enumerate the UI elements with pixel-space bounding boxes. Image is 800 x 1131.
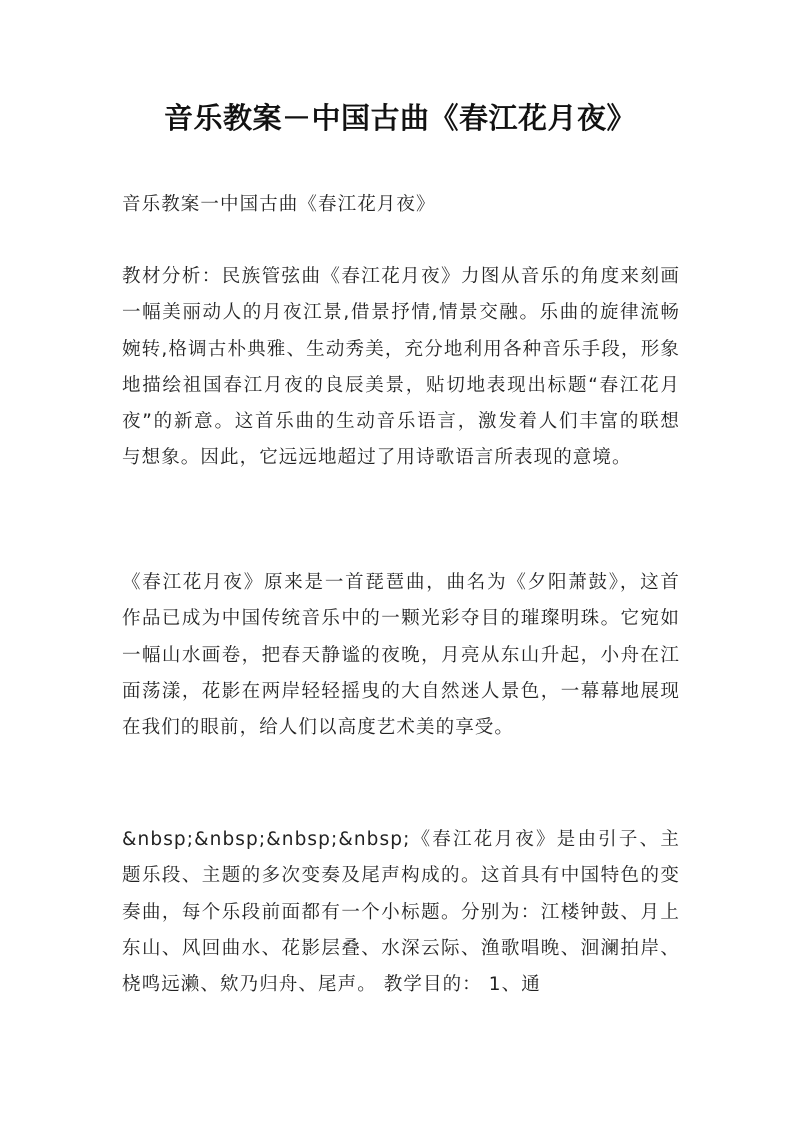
document-subtitle: 音乐教案一中国古曲《春江花月夜》 bbox=[122, 194, 436, 215]
paragraph-pipa-origin: 《春江花月夜》原来是一首琵琶曲，曲名为《夕阳萧鼓》，这首作品已成为中国传统音乐中的一颗光彩夺目的璀璨明珠。它宛如一幅山水画卷，把春天静谧的夜晚，月亮从东山升起，小舟在江面荡漾，花影在两岸轻轻摇曳的大自然迷人景色，一幕幕地展现在我们的眼前，给人们以高度艺术美的享受。 bbox=[122, 572, 680, 739]
paragraph-teaching-analysis: 教材分析：民族管弦曲《春江花月夜》力图从音乐的角度来刻画一幅美丽动人的月夜江景,借景抒情,情景交融。乐曲的旋律流畅婉转,格调古朴典雅、生动秀美，充分地利用各种音乐手段，形象地描绘祖国春江月夜的良辰美景，贴切地表现出标题“春江花月夜”的新意。这首乐曲的生动音乐语言，激发着人们丰富的联想与想象。因此，它远远地超过了用诗歌语言所表现的意境。 bbox=[122, 266, 680, 469]
paragraph-structure: &nbsp;&nbsp;&nbsp;&nbsp;《春江花月夜》是由引子、主题乐段、主题的多次变奏及尾声构成的。这首具有中国特色的变奏曲，每个乐段前面都有一个小标题。分别为：江楼钟鼓、月上东山、风回曲水、花影层叠、水深云际、渔歌唱晚、洄澜拍岸、桡鸣远濑、欸乃归舟、尾声。 教学目的： 1、通 bbox=[122, 829, 680, 996]
document-title: 音乐教案－中国古曲《春江花月夜》 bbox=[163, 101, 636, 135]
